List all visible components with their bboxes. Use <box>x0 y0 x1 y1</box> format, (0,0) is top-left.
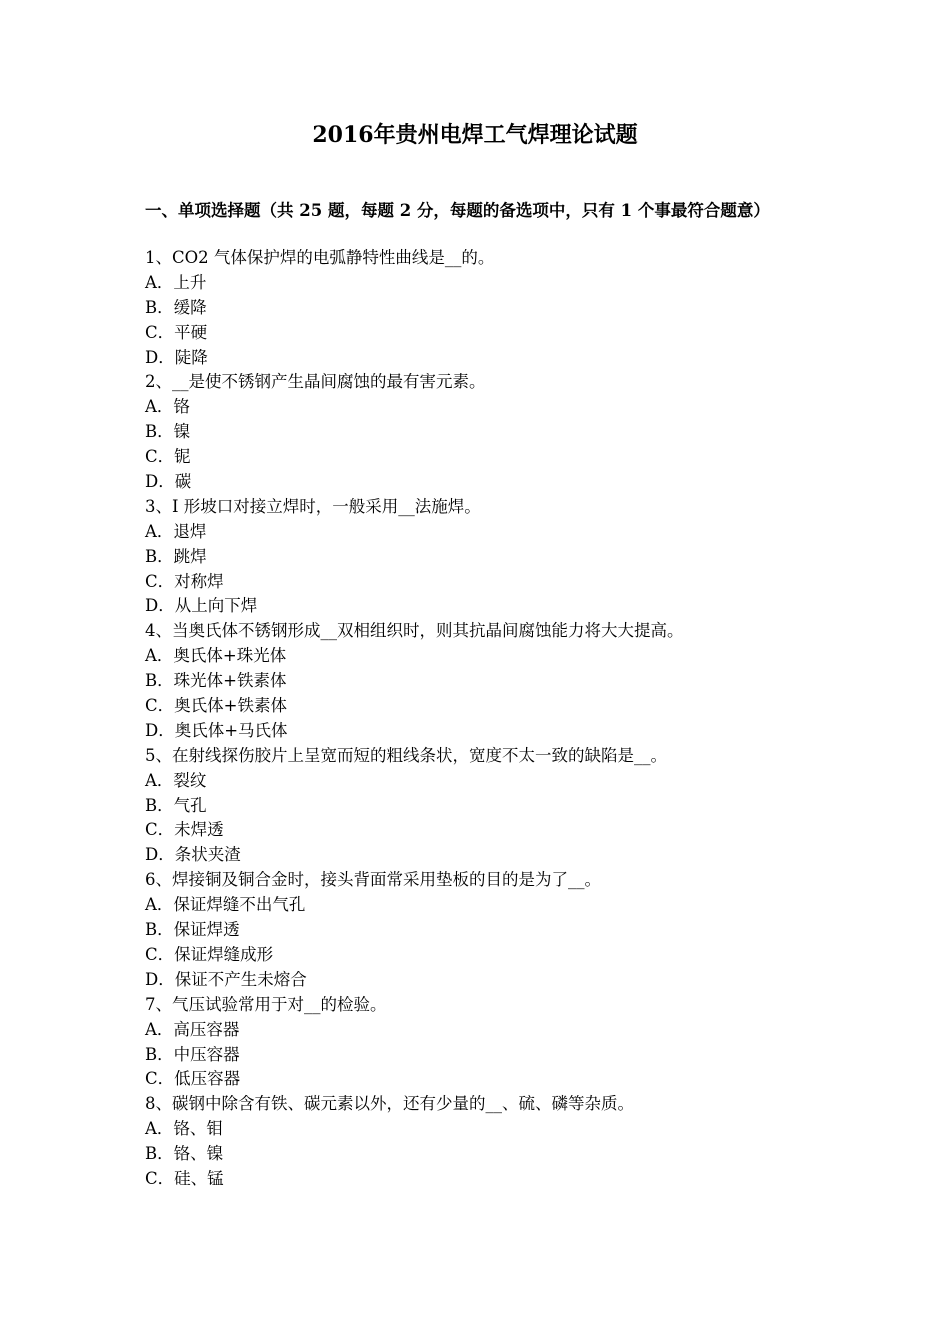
answer-option: A．退焊 <box>145 521 207 541</box>
question-stem: 1、CO2 气体保护焊的电弧静特性曲线是__的。 <box>145 248 495 267</box>
answer-option: D．条状夹渣 <box>145 845 241 865</box>
answer-option: B．珠光体+铁素体 <box>145 671 287 691</box>
answer-option: D．奥氏体+马氏体 <box>145 720 288 740</box>
answer-option: A．铬、钼 <box>145 1119 223 1139</box>
question-stem: 2、__是使不锈钢产生晶间腐蚀的最有害元素。 <box>145 372 486 392</box>
answer-option: C．硅、锰 <box>145 1168 224 1188</box>
answer-option: A．奥氏体+珠光体 <box>145 646 287 666</box>
answer-option: B．缓降 <box>145 297 207 317</box>
question-stem: 4、当奥氏体不锈钢形成__双相组织时，则其抗晶间腐蚀能力将大大提高。 <box>145 621 684 641</box>
answer-option: D．碳 <box>145 472 192 492</box>
question-stem: 8、碳钢中除含有铁、碳元素以外，还有少量的__、硫、磷等杂质。 <box>145 1094 634 1114</box>
answer-option: B．保证焊透 <box>145 920 240 940</box>
answer-option: B．中压容器 <box>145 1044 240 1064</box>
question-stem: 5、在射线探伤胶片上呈宽而短的粗线条状，宽度不太一致的缺陷是__。 <box>145 745 667 765</box>
question-stem: 6、焊接铜及铜合金时，接头背面常采用垫板的目的是为了__。 <box>145 870 601 890</box>
answer-option: A．裂纹 <box>145 770 207 790</box>
question-stem: 3、I 形坡口对接立焊时，一般采用__法施焊。 <box>145 496 481 516</box>
question-stem: 7、气压试验常用于对__的检验。 <box>145 994 387 1014</box>
answer-option: B．气孔 <box>145 795 207 815</box>
answer-option: C．奥氏体+铁素体 <box>145 696 287 716</box>
answer-option: C．未焊透 <box>145 820 224 840</box>
answer-option: A．保证焊缝不出气孔 <box>145 895 306 915</box>
answer-option: D．保证不产生未熔合 <box>145 969 307 989</box>
answer-option: A．上升 <box>145 272 207 292</box>
answer-option: D．陡降 <box>145 347 208 367</box>
answer-option: B．镍 <box>145 422 191 442</box>
answer-option: C．铌 <box>145 447 191 467</box>
answer-option: C．平硬 <box>145 322 208 342</box>
answer-option: A．铬 <box>145 397 190 417</box>
answer-option: B．铬、镍 <box>145 1144 224 1164</box>
answer-option: A．高压容器 <box>145 1019 240 1039</box>
answer-option: D．从上向下焊 <box>145 596 258 616</box>
answer-option: B．跳焊 <box>145 546 207 566</box>
answer-option: C．对称焊 <box>145 571 224 591</box>
section-heading: 一、单项选择题（共 25 题，每题 2 分，每题的备选项中，只有 1 个事最符合题意） <box>145 201 770 220</box>
answer-option: C．低压容器 <box>145 1069 241 1089</box>
question-list <box>145 246 807 1192</box>
page-title: 2016年贵州电焊工气焊理论试题 <box>312 122 638 148</box>
answer-option: C．保证焊缝成形 <box>145 944 274 964</box>
